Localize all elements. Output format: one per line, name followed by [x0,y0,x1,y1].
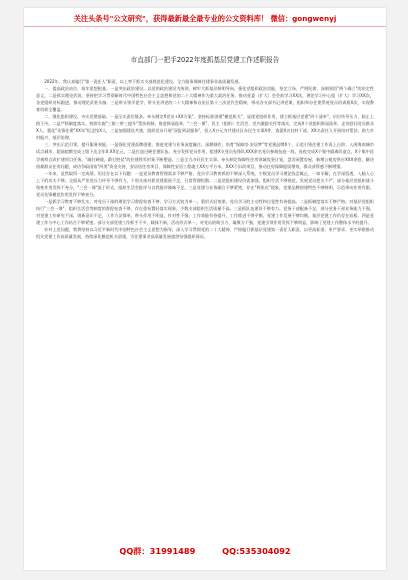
promo-banner: 关注头条号"公文研究"，获得最新最全最专业的公文资料库！ 微信：gongwenyj [24,14,386,27]
document-body [36,78,374,240]
document-page [24,8,386,570]
paragraph: 针对上述问题，我将坚持以习近平新时代中国特色社会主义思想为指导，深入学习贯彻党的二十大精神，严格履行抓基层党建第一责任人职责，以更高标准、更严要求、更实举措推动机关党建工作高质量发展，持续深化模范机关创建，为住建事业高质量发展提供坚强组织保证。 [36,226,374,240]
qq-label: QQ:535304092 [222,546,291,556]
document-title: 市直部门一把手2022年度抓基层党建工作述职报告 [130,56,280,64]
paragraph: 一、提高政治站位，筑牢思想根基。一是突出政治建设。以党的政治建设为统领，树牢大抓基层鲜明导向，强化党组织政治功能，坚定立场、严明纪律，深刻领悟"两个确立"的决定性意义，二是抓实理论武装。坚持把学习贯彻新时代中国特色社会主义思想和党的二十大精神作为重大政治任务，推动党委（扩大）会会前学习XX次，理论学习中心组（扩大）学习XX次，各党组织对标跟进，推动理论武装头脑。三是带头领学促学，带头宣讲党的二十大精神和自治区第十三次党代会精神，带动各支部书记讲党课，组织举办住建系统党员培训班X次，实现教育培训全覆盖。 [36,86,374,113]
contact-footer [24,545,386,557]
paragraph: 一年来，虽然取得一定成绩，但还存在以下问题：一是党员教育管理需求不够严格，党员学习教育抓的不够深入系统，少数党员学习理论浅尝辄止，一知半解，在学深悟透、入脑入心上下的功夫不够。全面从严治党压力传导不够有力，个别支部对抓党建重视不足，日常管理松散。二是党组织建设仍需加强，组织生活不够规范，发展党员把关不严，部分基层党组织战斗堡垒作用发挥不充分，"三会一课"流于形式，组织生活会批评与自我批评辣味不足。三是党建与业务融合不够紧密，存在"两张皮"现象，党建品牌创建特色不够鲜明，示范带动作用有限，党员先锋模范作用发挥不够充分。 [36,170,374,197]
paragraph: 三、突出示范引领，提升服务效能。一是强化党建品牌创建，推进党建与业务深度融合，深耕细作，培育"保障房·安居梦"等党建品牌X个，示范引领住建工作再上台阶；入围海南城市试点城市，超前超额完成上级下达全年X.XX亿元，二是打造过硬住建队伍。充分发挥党员作用，组建X支党员先锋队XXX余名党员参战抗疫一线，连夜完成X个集中隔离改造点，X个集中医学观察点改扩建项目任务。"疏打硬战，敢打胜仗"的住建铁军形象不断塑造。三是全力办好民生实事。牵头制定保障性住房领域攻坚计划，盘活闲置房屋，新增公租房供应XXX余套，解决困难群众住房问题，成功争取国家"四类"资金支持，安居房住房项目，保障性安居工程竣工XX万平方米，XXX个旧改项目，推动住房保障提质增效，群众获得感不断增强。 [36,142,374,169]
paragraph: 二、强化组织建设，夯实党建基础。一是压实责任链条。牵头制定X党员+XX方案"，坚持标准创建"模范机关"，显现党组织作用，建立抓基层党建"四个清单"，层层传导压力，防止上热下冷。二是严抓制度落实。持续实施"三联三带三提升"帮扶机制，推进换届选举，"三会一课"，民主（组织）生活会、党内激励关怀等落实，完成X个党组织换届选举，走访慰问党员群众X人。强化"先锋住建"XX年"纪念馆X人，三是加强建设共建，组织党员开展"双报到双服务"，投入X万元为共建社区办民生实事X件，选派X名挂村干部，XX名责任人开展结对帮扶，助力乡村振兴、基层治理。 [36,114,374,141]
paragraph: 一是抓学习教育不够扎实。对党员干部的理论学习督促检查不够，学习方式较为单一，重形式轻效果，党员学习的主动性和自觉性有待提高。二是抓制度落实不够严格。对基层党组织执行"三会一课"、组织生活会等制度的督促检查不够，存在重布置轻落实现象，少数支部组织生活质量不高。三是抓队伍建设不够有力。党务干部配备不足，部分党务干部业务能力不强，对党建工作研究不深，创新意识不足，工作方法简单，带头作用不明显，针对性不强，工作效能有待提升，工作推进不够平衡，党建工作发展不够均衡，基层党建工作仍存在短板。四是党建工作与中心工作结合不够紧密。部分支部党建工作抓手不多，载体不新，活动形式单一，对党员的吸引力、凝聚力不强，党建引领作用发挥不够明显，影响了党建工作整体水平的提升。 [36,198,374,225]
qq-group-label: QQ群：31991489 [119,546,196,556]
paragraph: 2022年，我认真履行"第一责任人"职责，以上率下抓实支部规范化建设，全力服务保障住建事业高质量发展。 [44,79,243,84]
